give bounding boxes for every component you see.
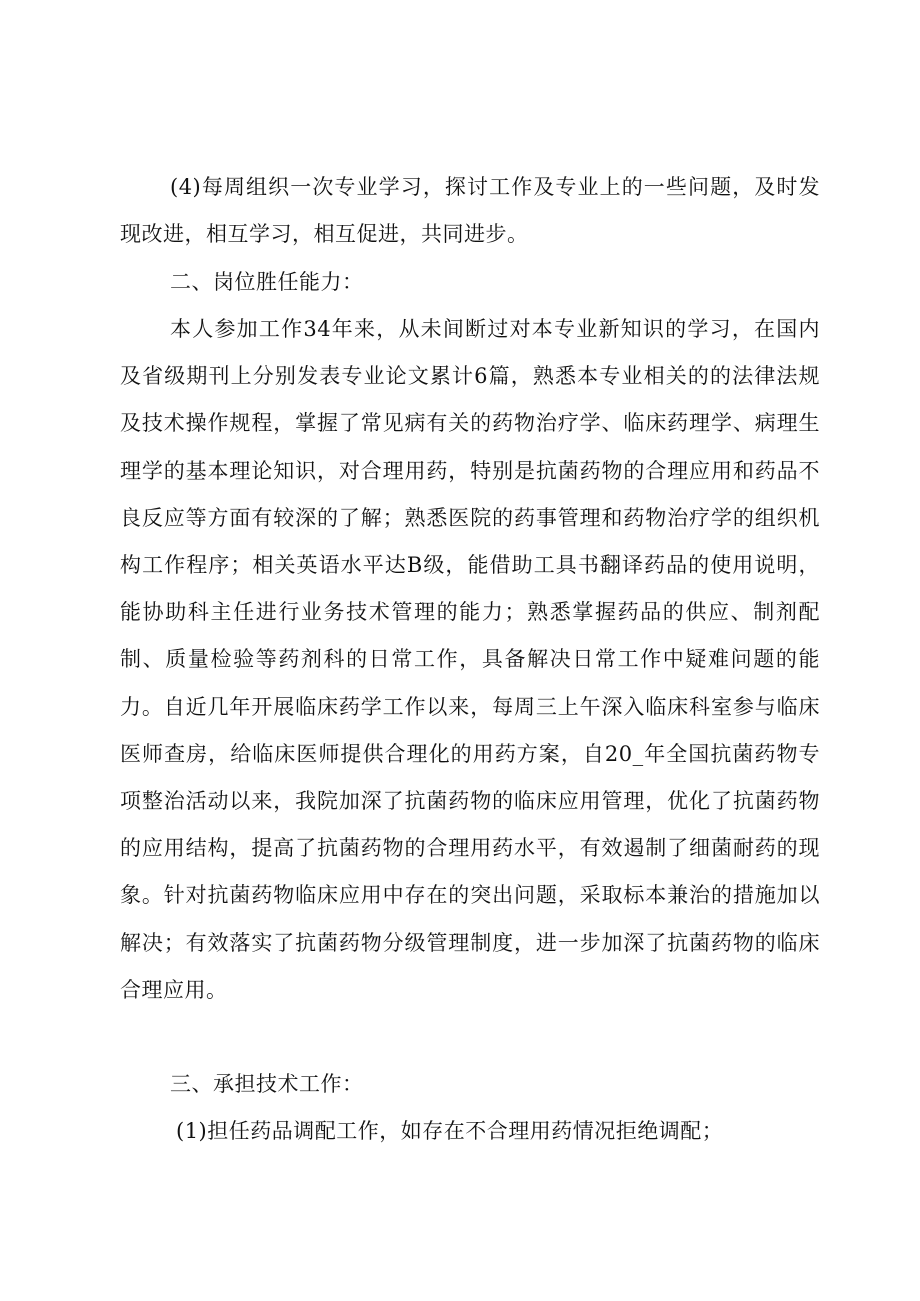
section-heading-competence: 二、岗位胜任能力：: [170, 270, 364, 294]
section-heading-technical-work: 三、承担技术工作：: [170, 1072, 364, 1096]
paragraph-item-1: (1)担任药品调配工作，如存在不合理用药情况拒绝调配；: [176, 1119, 724, 1143]
paragraph-item-4: (4)每周组织一次专业学习，探讨工作及专业上的一些问题，及时发现改进，相互学习，相互促进，共同进步。: [120, 175, 820, 247]
paragraph-competence: 本人参加工作34年来，从未间断过对本专业新知识的学习，在国内及省级期刊上分别发表专业论文累计6篇，熟悉本专业相关的的法律法规及技术操作规程，掌握了常见病有关的药物治疗学、临床药理学、病理生理学的基本理论知识，对合理用药，特别是抗菌药物的合理应用和药品不良反应等方面有较深的了解；熟悉医院的药事管理和药物治疗学的组织机构工作程序；相关英语水平达B级，能借助工具书翻译药品的使用说明，能协助科主任进行业务技术管理的能力；熟悉掌握药品的供应、制剂配制、质量检验等药剂科的日常工作，具备解决日常工作中疑难问题的能力。自近几年开展临床药学工作以来，每周三上午深入临床科室参与临床医师查房，给临床医师提供合理化的用药方案，自20_年全国抗菌药物专项整治活动以来，我院加深了抗菌药物的临床应用管理，优化了抗菌药物的应用结构，提高了抗菌药物的合理用药水平，有效遏制了细菌耐药的现象。针对抗菌药物临床应用中存在的突出问题，采取标本兼治的措施加以解决；有效落实了抗菌药物分级管理制度，进一步加深了抗菌药物的临床合理应用。: [120, 317, 820, 1002]
